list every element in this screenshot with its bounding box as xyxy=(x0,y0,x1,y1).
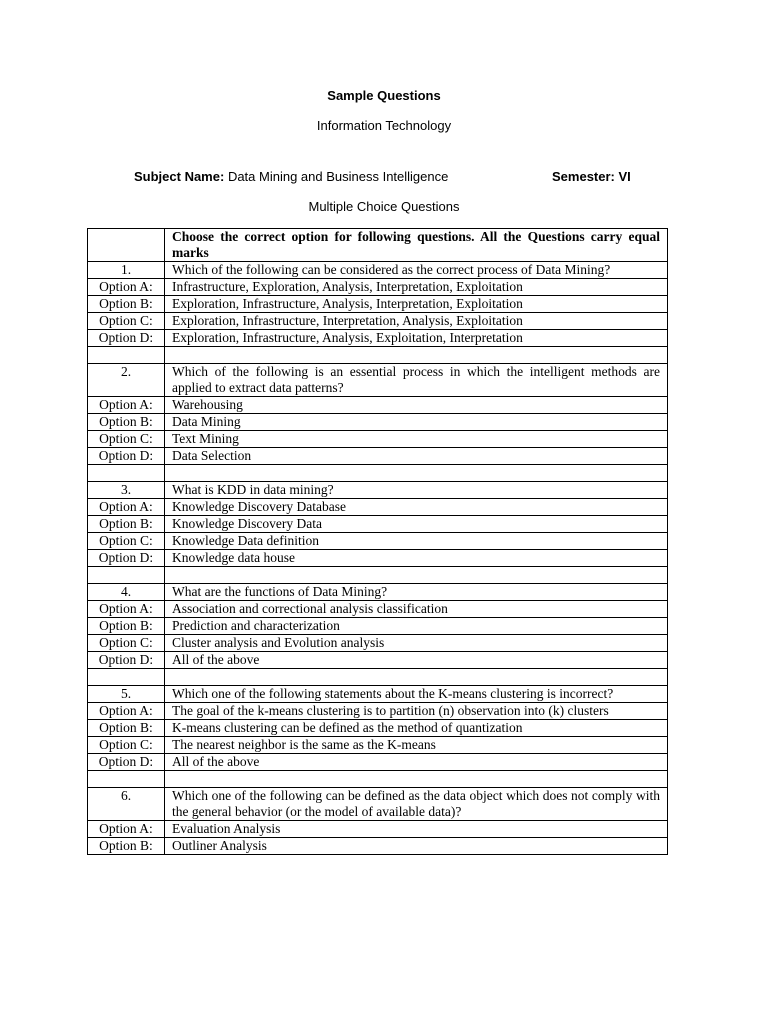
option-text: All of the above xyxy=(165,652,668,669)
option-row xyxy=(88,397,668,414)
option-row xyxy=(88,516,668,533)
option-label: Option A: xyxy=(88,279,165,296)
spacer-row xyxy=(88,465,668,482)
option-text: Association and correctional analysis classification xyxy=(165,601,668,618)
option-label: Option C: xyxy=(88,737,165,754)
option-row xyxy=(88,618,668,635)
option-text: Exploration, Infrastructure, Analysis, Interpretation, Exploitation xyxy=(165,296,668,313)
question-row xyxy=(88,686,668,703)
option-label: Option C: xyxy=(88,533,165,550)
instructions-text: Choose the correct option for following questions. All the Questions carry equal marks xyxy=(165,229,668,262)
option-label: Option D: xyxy=(88,330,165,347)
option-row xyxy=(88,652,668,669)
option-label: Option A: xyxy=(88,821,165,838)
spacer-row xyxy=(88,347,668,364)
option-row xyxy=(88,821,668,838)
option-row xyxy=(88,414,668,431)
option-text: Outliner Analysis xyxy=(165,838,668,855)
option-row xyxy=(88,550,668,567)
spacer-row xyxy=(88,567,668,584)
option-label: Option C: xyxy=(88,635,165,652)
question-text: Which one of the following can be defined as the data object which does not comply with the general behavior (or the model of available data)? xyxy=(165,788,668,821)
question-text: What is KDD in data mining? xyxy=(165,482,668,499)
option-label: Option C: xyxy=(88,431,165,448)
department-name: Information Technology xyxy=(316,118,452,133)
option-label: Option A: xyxy=(88,397,165,414)
question-number: 1. xyxy=(88,262,165,279)
option-row xyxy=(88,720,668,737)
option-row xyxy=(88,296,668,313)
option-label: Option B: xyxy=(88,618,165,635)
question-row xyxy=(88,262,668,279)
spacer-cell xyxy=(165,669,668,686)
option-text: Data Mining xyxy=(165,414,668,431)
section-title: Multiple Choice Questions xyxy=(308,199,460,214)
option-row xyxy=(88,448,668,465)
document-title: Sample Questions xyxy=(327,88,441,103)
option-row xyxy=(88,279,668,296)
option-text: Evaluation Analysis xyxy=(165,821,668,838)
option-label: Option A: xyxy=(88,499,165,516)
question-row xyxy=(88,584,668,601)
option-text: The goal of the k-means clustering is to partition (n) observation into (k) clusters xyxy=(165,703,668,720)
question-number: 2. xyxy=(88,364,165,397)
spacer-cell xyxy=(88,567,165,584)
question-number: 5. xyxy=(88,686,165,703)
option-row xyxy=(88,601,668,618)
option-label: Option C: xyxy=(88,313,165,330)
option-row xyxy=(88,431,668,448)
spacer-row xyxy=(88,669,668,686)
question-number: 4. xyxy=(88,584,165,601)
instructions-row xyxy=(88,229,668,262)
instructions-blank-cell xyxy=(88,229,165,262)
subject-line xyxy=(134,169,448,184)
option-text: Knowledge Data definition xyxy=(165,533,668,550)
spacer-cell xyxy=(88,347,165,364)
option-label: Option B: xyxy=(88,414,165,431)
question-row xyxy=(88,788,668,821)
option-text: Cluster analysis and Evolution analysis xyxy=(165,635,668,652)
option-text: Knowledge data house xyxy=(165,550,668,567)
question-text: Which of the following is an essential process in which the intelligent methods are applied to extract data patterns? xyxy=(165,364,668,397)
spacer-cell xyxy=(165,567,668,584)
option-text: Data Selection xyxy=(165,448,668,465)
spacer-cell xyxy=(88,771,165,788)
spacer-cell xyxy=(165,771,668,788)
option-text: All of the above xyxy=(165,754,668,771)
option-row xyxy=(88,737,668,754)
option-label: Option A: xyxy=(88,703,165,720)
option-label: Option B: xyxy=(88,516,165,533)
option-row xyxy=(88,499,668,516)
option-label: Option B: xyxy=(88,838,165,855)
spacer-cell xyxy=(165,347,668,364)
option-text: Knowledge Discovery Database xyxy=(165,499,668,516)
spacer-cell xyxy=(88,465,165,482)
option-text: Warehousing xyxy=(165,397,668,414)
option-row xyxy=(88,838,668,855)
option-label: Option D: xyxy=(88,652,165,669)
option-label: Option D: xyxy=(88,754,165,771)
question-text: What are the functions of Data Mining? xyxy=(165,584,668,601)
spacer-cell xyxy=(88,669,165,686)
option-text: Exploration, Infrastructure, Interpretation, Analysis, Exploitation xyxy=(165,313,668,330)
option-row xyxy=(88,313,668,330)
option-text: Infrastructure, Exploration, Analysis, Interpretation, Exploitation xyxy=(165,279,668,296)
option-text: K-means clustering can be defined as the method of quantization xyxy=(165,720,668,737)
option-row xyxy=(88,330,668,347)
questions-table xyxy=(87,228,668,855)
option-text: Prediction and characterization xyxy=(165,618,668,635)
option-label: Option B: xyxy=(88,296,165,313)
option-row xyxy=(88,754,668,771)
questions-table-body xyxy=(88,229,668,855)
question-row xyxy=(88,364,668,397)
option-label: Option D: xyxy=(88,448,165,465)
question-text: Which of the following can be considered as the correct process of Data Mining? xyxy=(165,262,668,279)
question-row xyxy=(88,482,668,499)
option-row xyxy=(88,703,668,720)
semester-label: Semester: VI xyxy=(552,169,631,184)
option-row xyxy=(88,635,668,652)
option-label: Option A: xyxy=(88,601,165,618)
subject-value: Data Mining and Business Intelligence xyxy=(227,169,449,184)
option-label: Option D: xyxy=(88,550,165,567)
subject-label: Subject Name: xyxy=(134,169,225,184)
question-number: 6. xyxy=(88,788,165,821)
question-text: Which one of the following statements about the K-means clustering is incorrect? xyxy=(165,686,668,703)
question-number: 3. xyxy=(88,482,165,499)
option-text: Text Mining xyxy=(165,431,668,448)
option-text: Knowledge Discovery Data xyxy=(165,516,668,533)
option-label: Option B: xyxy=(88,720,165,737)
option-text: Exploration, Infrastructure, Analysis, Exploitation, Interpretation xyxy=(165,330,668,347)
option-text: The nearest neighbor is the same as the K-means xyxy=(165,737,668,754)
option-row xyxy=(88,533,668,550)
spacer-cell xyxy=(165,465,668,482)
spacer-row xyxy=(88,771,668,788)
